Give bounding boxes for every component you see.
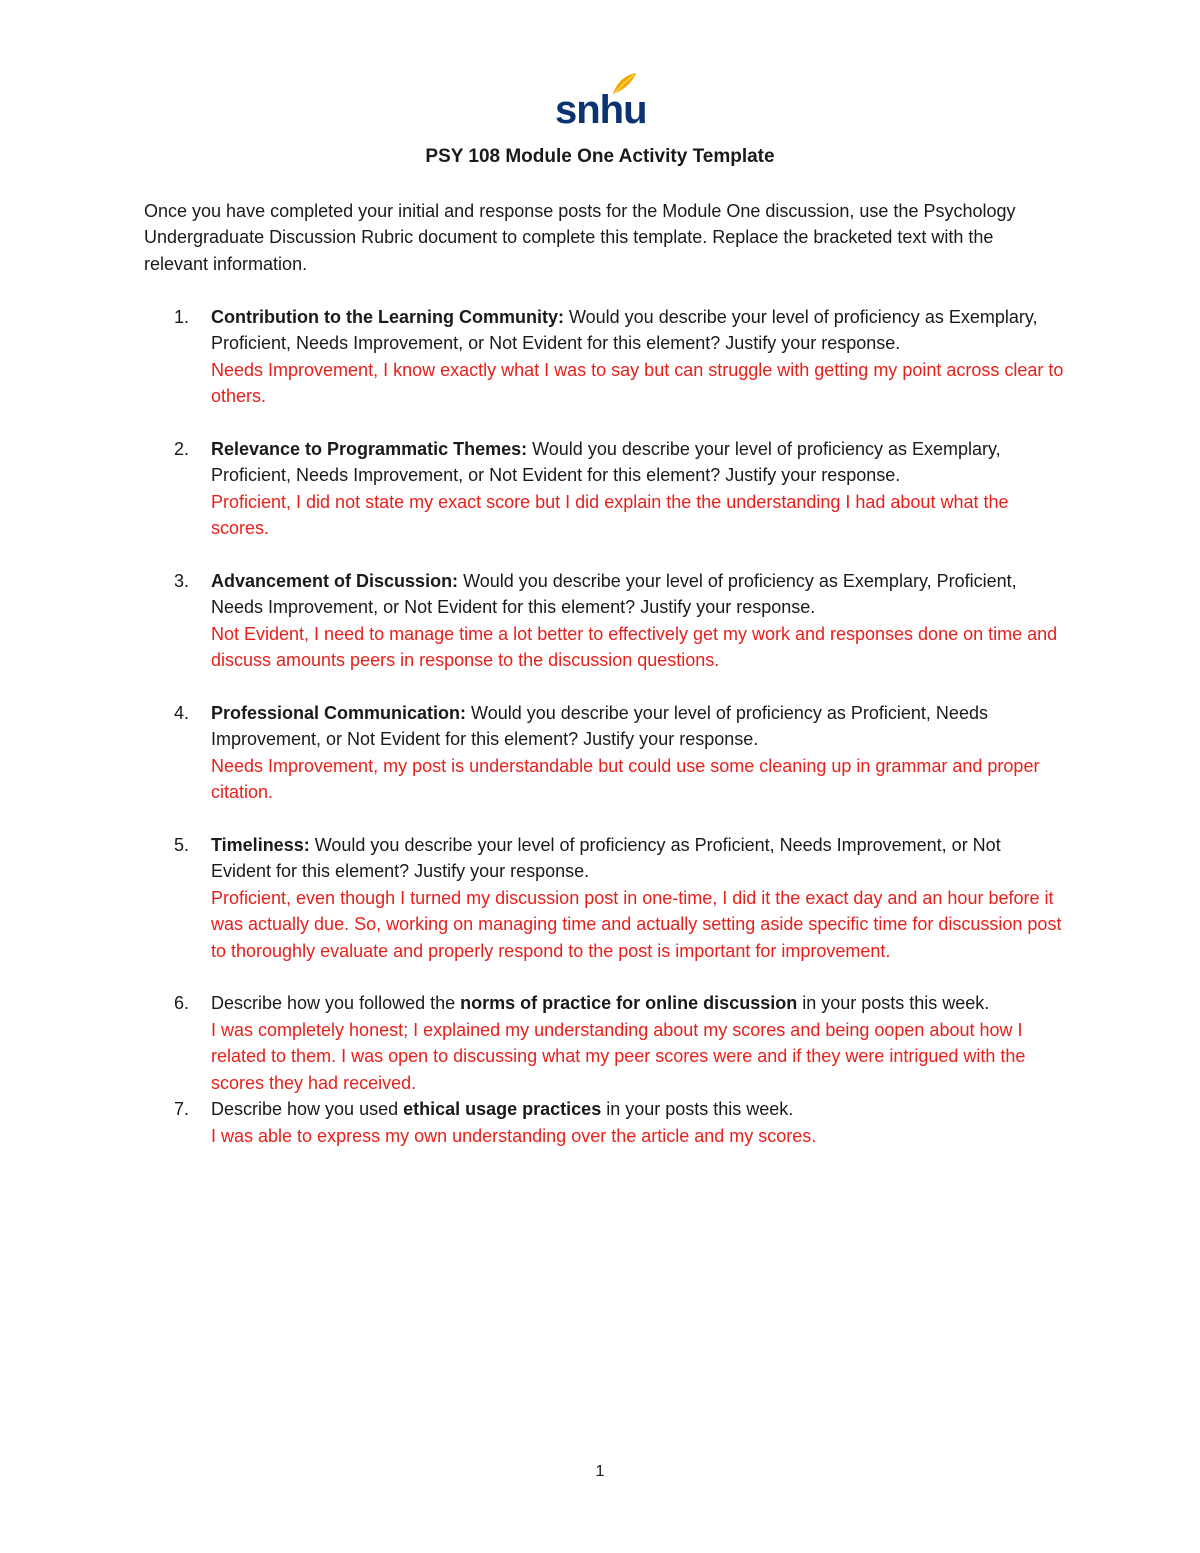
item-emphasis: ethical usage practices [403,1099,602,1120]
item-label: Professional Communication: [211,703,467,724]
item-answer: I was able to express my own understanding over the article and my scores. [211,1125,817,1146]
list-item-advancement [144,568,1064,674]
list-item-timeliness [144,832,1064,964]
item-answer: Needs Improvement, my post is understandable but could use some cleaning up in grammar and proper citation. [211,755,1040,803]
item-label: Contribution to the Learning Community: [211,307,564,327]
item-prompt: Would you describe your level of proficiency as Exemplary, Proficient, Needs Improvement, or Not Evident for this element? Justify your response. [211,307,1038,354]
item-emphasis: norms of practice for online discussion [460,993,798,1014]
item-prompt: Would you describe your level of proficiency as Exemplary, Proficient, Needs Improvement, or Not Evident for this element? Justify your response. [211,571,1017,618]
list-item-contribution [144,304,1064,410]
item-label: Relevance to Programmatic Themes: [211,439,528,460]
item-prompt: Would you describe your level of proficiency as Proficient, Needs Improvement, or Not Evident for this element? Justify your response. [211,703,988,750]
page-number: 1 [595,1463,605,1480]
item-prompt-prefix: Describe how you followed the [211,993,461,1014]
list-item-ethical-usage [144,1096,1064,1149]
item-answer: I was completely honest; I explained my understanding about my scores and being oopen about how I related to them. I was open to discussing what my peer scores were and if they were intrigued with the scores they had received. [211,1019,1026,1093]
item-number: 3. [174,571,190,592]
item-number: 6. [174,993,190,1014]
item-answer: Proficient, even though I turned my discussion post in one-time, I did it the exact day and an hour before it was actually due. So, working on managing time and actually setting aside specific time for discussion post to thoroughly evaluate and properly respond to the post is important for improvement. [211,887,1062,961]
item-prompt-suffix: in your posts this week. [601,1099,794,1120]
item-number: 5. [174,835,190,856]
logo-text: snhu [555,88,647,132]
question-list [144,304,1064,1149]
list-item-norms-of-practice [144,990,1064,1096]
snhu-logo [555,72,647,134]
item-prompt-suffix: in your posts this week. [797,993,990,1014]
item-number: 7. [174,1099,190,1120]
item-answer: Proficient, I did not state my exact score but I did explain the the understanding I had about what the scores. [211,491,1009,539]
item-number: 4. [174,703,190,724]
item-prompt-prefix: Describe how you used [211,1099,404,1120]
list-item-relevance [144,436,1064,542]
item-prompt: Would you describe your level of proficiency as Proficient, Needs Improvement, or Not Evident for this element? Justify your response. [211,835,1001,882]
item-answer: Needs Improvement, I know exactly what I was to say but can struggle with getting my point across clear to others. [211,359,1064,407]
item-answer: Not Evident, I need to manage time a lot better to effectively get my work and responses done on time and discuss amounts peers in response to the discussion questions. [211,623,1058,671]
list-item-professional-communication [144,700,1064,806]
item-number: 2. [174,439,190,460]
item-prompt: Would you describe your level of proficiency as Exemplary, Proficient, Needs Improvement, or Not Evident for this element? Justify your response. [211,439,1001,486]
item-label: Timeliness: [211,835,310,856]
document-title: PSY 108 Module One Activity Template [425,146,775,167]
item-label: Advancement of Discussion: [211,571,459,592]
item-number: 1. [174,307,190,327]
intro-paragraph: Once you have completed your initial and response posts for the Module One discussion, use the Psychology Undergraduate Discussion Rubric document to complete this template. Replace the bracketed text with the relevant information. [144,201,1016,274]
